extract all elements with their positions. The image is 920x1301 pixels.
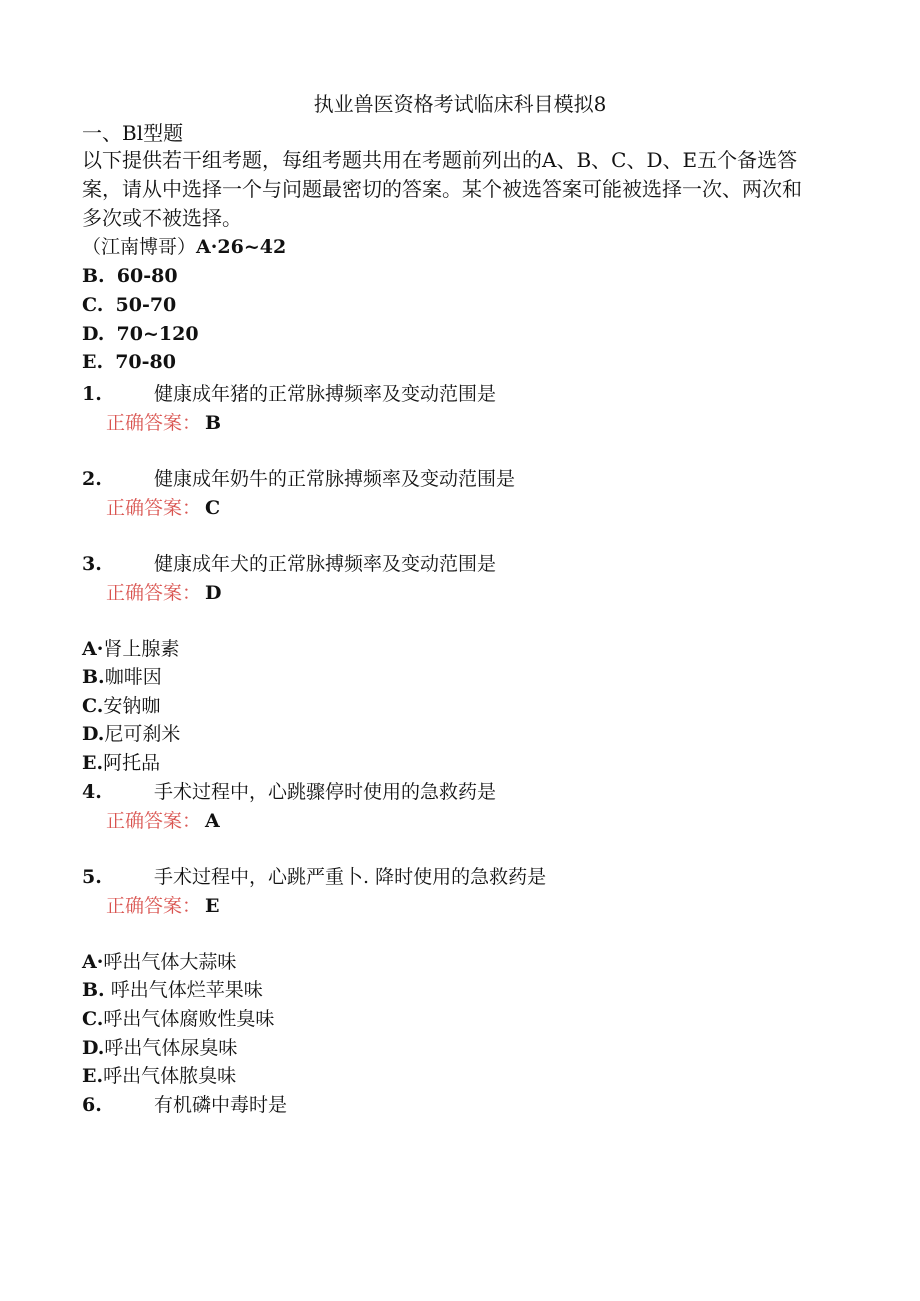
instructions-paragraph: 以下提供若干组考题，每组考题共用在考题前列出的A、B、C、D、E五个备选答案，请从中选择一个与问题最密切的答案。某个被选答案可能被选择一次、两次和多次或不被选择。 (82, 148, 802, 230)
option-letter: D. (82, 1037, 105, 1059)
option-line (82, 720, 180, 748)
option-text: 70~120 (116, 323, 199, 345)
option-letter: C. (82, 695, 104, 717)
answer-line (106, 892, 220, 920)
option-text: 呼出气体烂苹果味 (104, 979, 263, 1001)
option-line (82, 976, 263, 1004)
question-text: 健康成年奶牛的正常脉搏频率及变动范围是 (154, 468, 516, 490)
option-text: 呼出气体腐败性臭味 (103, 1008, 275, 1030)
question-line (82, 1091, 287, 1119)
option-text: 咖啡因 (104, 666, 162, 688)
option-line (82, 692, 160, 720)
option-line (82, 1005, 274, 1033)
option-letter: E. (82, 351, 104, 373)
option-text: 尼可刹米 (104, 723, 181, 745)
question-number: 4. (82, 781, 102, 803)
option-letter: E. (82, 752, 104, 774)
answer-value: B (205, 412, 222, 434)
answer-line (106, 579, 222, 607)
option-text: 呼出气体脓臭味 (103, 1065, 237, 1087)
option-line (82, 663, 162, 691)
option-text: 70-80 (115, 351, 176, 373)
option-letter: A· (82, 638, 104, 660)
question-text: 健康成年犬的正常脉搏频率及变动范围是 (154, 553, 497, 575)
option-text: 阿托品 (103, 752, 161, 774)
question-number: 6. (82, 1094, 102, 1116)
option-text: 26~42 (217, 236, 287, 258)
option-text: 60-80 (116, 265, 178, 287)
option-text: 呼出气体大蒜味 (103, 951, 237, 973)
option-line (82, 1034, 237, 1062)
option-line (82, 749, 160, 777)
option-text: 安钠咖 (103, 695, 161, 717)
answer-label: 正确答案： (106, 497, 202, 519)
option-letter: B. (82, 666, 105, 688)
question-text: 有机磷中毒时是 (154, 1094, 288, 1116)
answer-line (106, 494, 220, 522)
answer-label: 正确答案： (106, 582, 202, 604)
option-line (82, 233, 286, 261)
question-number: 1. (82, 383, 102, 405)
option-line (82, 948, 236, 976)
answer-line (106, 807, 220, 835)
answer-label: 正确答案： (106, 895, 202, 917)
answer-value: D (205, 582, 222, 604)
option-line (82, 348, 176, 376)
option-letter: D. (82, 323, 105, 345)
option-text: 呼出气体尿臭味 (104, 1037, 238, 1059)
question-text: 手术过程中，心跳严重卜. 降时使用的急救药是 (154, 866, 547, 888)
option-letter: C. (82, 1008, 104, 1030)
option-line (82, 635, 179, 663)
question-number: 2. (82, 468, 102, 490)
document-title: 执业兽医资格考试临床科目模拟8 (313, 92, 607, 116)
answer-value: E (205, 895, 220, 917)
option-text: 肾上腺素 (103, 638, 180, 660)
option-text: 50-70 (115, 294, 177, 316)
option-letter: B. (82, 265, 105, 287)
answer-line (106, 409, 221, 437)
question-number: 5. (82, 866, 102, 888)
question-text: 手术过程中，心跳骤停时使用的急救药是 (154, 781, 497, 803)
option-letter: D. (82, 723, 105, 745)
option-letter: B. (82, 979, 105, 1001)
section-heading: 一、Bl型题 (82, 121, 184, 145)
option-line (82, 291, 176, 319)
question-line (82, 550, 496, 578)
option-letter: E. (82, 1065, 104, 1087)
question-text: 健康成年猪的正常脉搏频率及变动范围是 (154, 383, 497, 405)
question-line (82, 778, 496, 806)
source-note: （江南博哥） (82, 236, 197, 258)
question-line (82, 465, 515, 493)
option-letter: A· (196, 236, 218, 258)
answer-value: C (205, 497, 221, 519)
option-letter: C. (82, 294, 104, 316)
option-line (82, 1062, 236, 1090)
option-letter: A· (82, 951, 104, 973)
answer-label: 正确答案： (106, 412, 202, 434)
question-number: 3. (82, 553, 102, 575)
question-line (82, 380, 496, 408)
answer-value: A (205, 810, 220, 832)
answer-label: 正确答案： (106, 810, 202, 832)
option-line (82, 320, 199, 348)
question-line (82, 863, 546, 891)
option-line (82, 262, 178, 290)
